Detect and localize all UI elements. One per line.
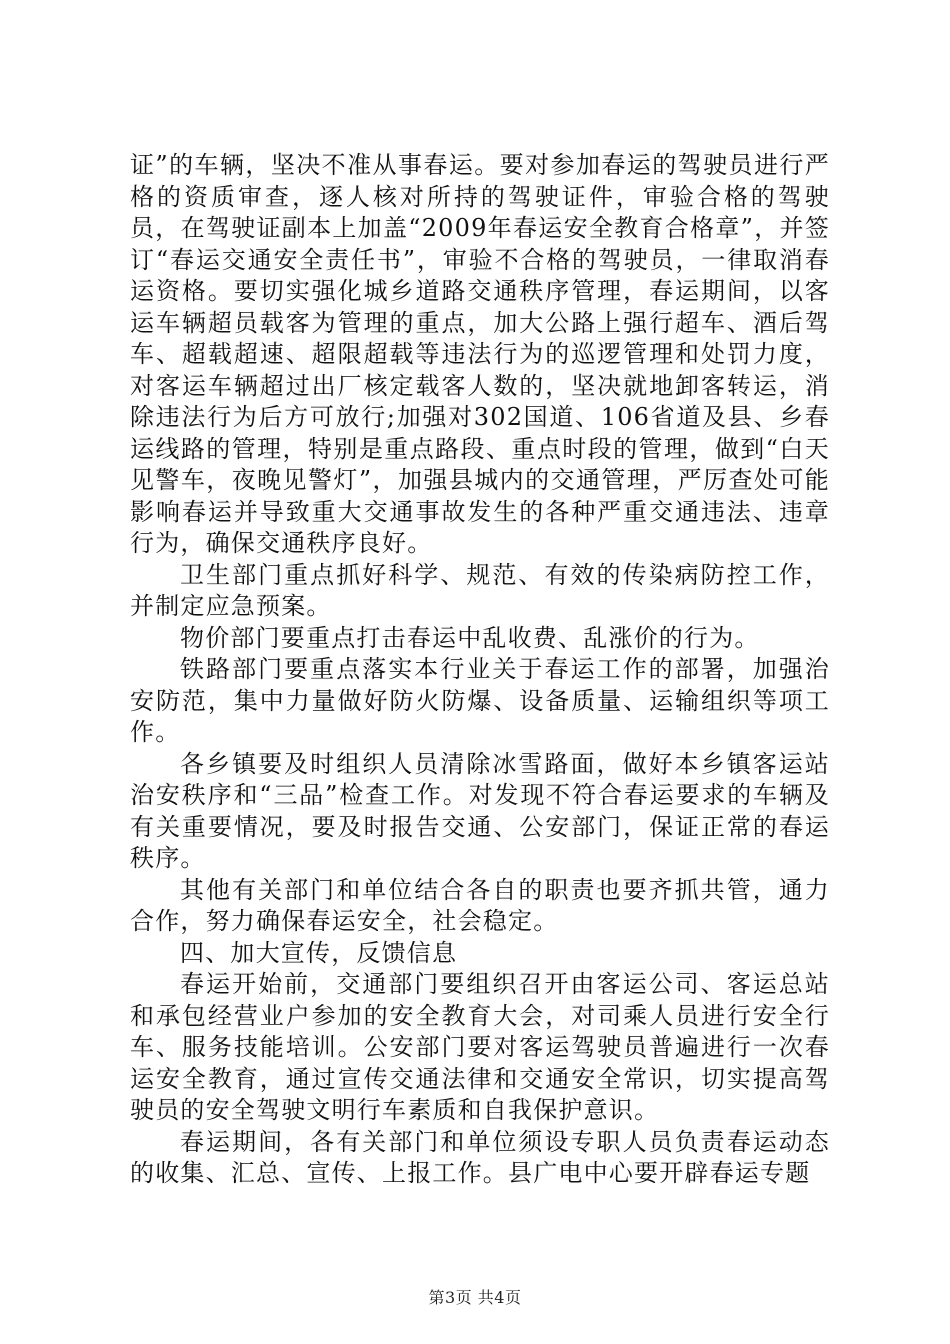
page-number: 第3页 共4页 <box>428 1288 522 1307</box>
paragraph: 铁路部门要重点落实本行业关于春运工作的部署，加强治安防范，集中力量做好防火防爆、设备质量、运输组织等项工作。 <box>130 655 830 746</box>
paragraph: 物价部门要重点打击春运中乱收费、乱涨价的行为。 <box>180 623 760 652</box>
paragraph: 其他有关部门和单位结合各自的职责也要齐抓共管，通力合作，努力确保春运安全，社会稳定。 <box>130 875 830 935</box>
paragraph: 各乡镇要及时组织人员清除冰雪路面，做好本乡镇客运站治安秩序和“三品”检查工作。对发现不符合春运要求的车辆及有关重要情况，要及时报告交通、公安部门，保证正常的春运秩序。 <box>130 749 830 872</box>
paragraph: 证”的车辆，坚决不准从事春运。要对参加春运的驾驶员进行严格的资质审查，逐人核对所持的驾驶证件，审验合格的驾驶员，在驾驶证副本上加盖“2009年春运安全教育合格章”，并签订“春运交通安全责任书”，审验不合格的驾驶员，一律取消春运资格。要切实强化城乡道路交通秩序管理，春运期间，以客运车辆超员载客为管理的重点，加大公路上强行超车、酒后驾车、超载超速、超限超载等违法行为的巡逻管理和处罚力度，对客运车辆超过出厂核定载客人数的，坚决就地卸客转运，消除违法行为后方可放行;加强对302国道、106省道及县、乡春运线路的管理，特别是重点路段、重点时段的管理，做到“白天见警车，夜晚见警灯”，加强县城内的交通管理，严厉查处可能影响春运并导致重大交通事故发生的各种严重交通违法、违章行为，确保交通秩序良好。 <box>130 151 830 557</box>
paragraph: 卫生部门重点抓好科学、规范、有效的传染病防控工作，并制定应急预案。 <box>130 560 830 620</box>
paragraph: 春运开始前，交通部门要组织召开由客运公司、客运总站和承包经营业户参加的安全教育大会，对司乘人员进行安全行车、服务技能培训。公安部门要对客运驾驶员普遍进行一次春运安全教育，通过宣传交通法律和交通安全常识，切实提高驾驶员的安全驾驶文明行车素质和自我保护意识。 <box>130 970 830 1124</box>
section-heading: 四、加大宣传，反馈信息 <box>180 938 458 967</box>
paragraph: 春运期间，各有关部门和单位须设专职人员负责春运动态的收集、汇总、宣传、上报工作。县广电中心要开辟春运专题 <box>130 1127 830 1187</box>
document-body <box>130 150 830 1190</box>
